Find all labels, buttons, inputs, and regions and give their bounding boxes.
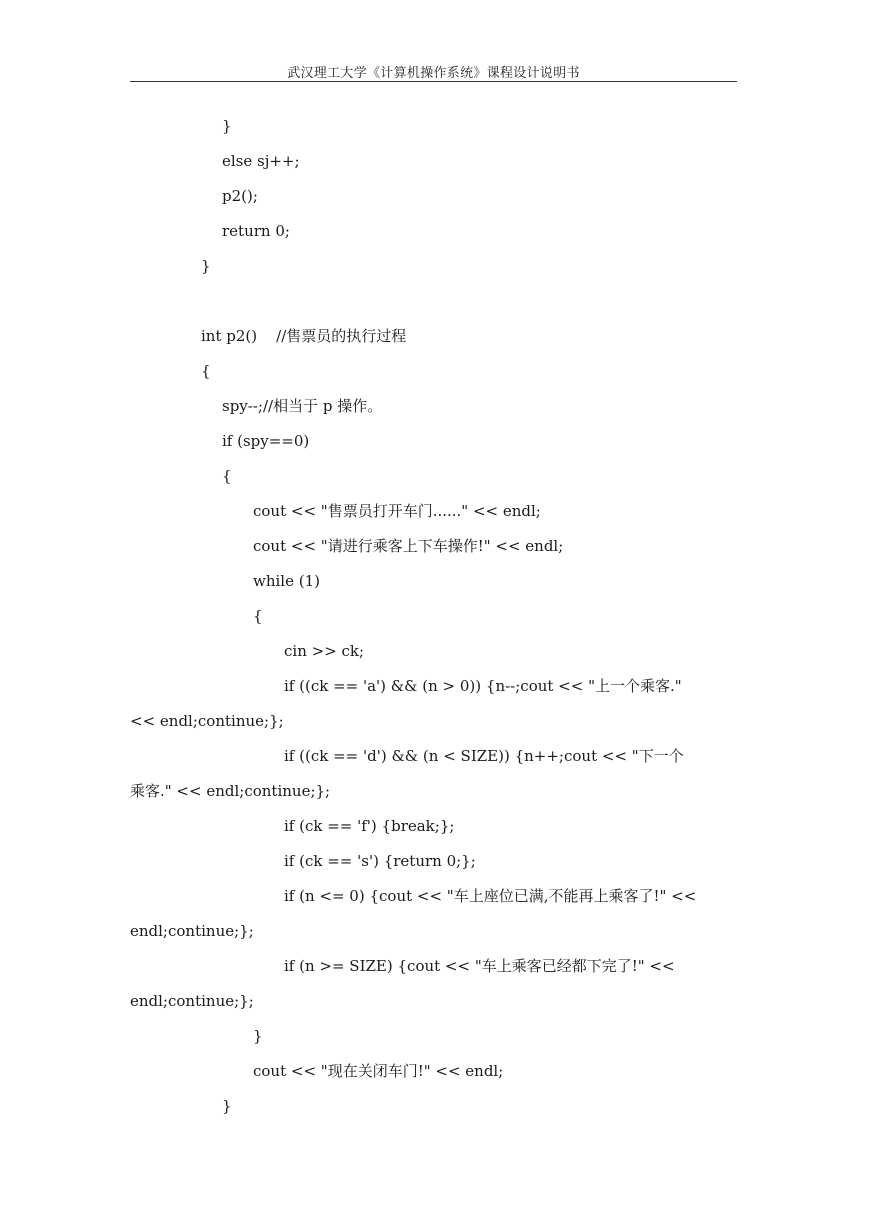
code-line: << endl;continue;}; xyxy=(130,712,284,730)
code-line: if (n >= SIZE) {cout << "车上乘客已经都下完了!" << xyxy=(284,957,675,975)
code-line: } xyxy=(201,257,211,275)
code-line: 乘客." << endl;continue;}; xyxy=(130,782,331,800)
code-line: cout << "售票员打开车门......" << endl; xyxy=(253,502,541,520)
code-line: cin >> ck; xyxy=(284,642,365,660)
code-line: endl;continue;}; xyxy=(130,922,254,940)
code-line: if ((ck == 'd') && (n < SIZE)) {n++;cout << "下一个 xyxy=(284,747,684,765)
code-line: while (1) xyxy=(253,572,320,590)
code-line: if (n <= 0) {cout << "车上座位已满,不能再上乘客了!" << xyxy=(284,887,697,905)
code-line: { xyxy=(222,467,232,485)
code-line: else sj++; xyxy=(222,152,300,170)
code-line: { xyxy=(253,607,263,625)
header-rule xyxy=(130,81,737,82)
code-line: if (spy==0) xyxy=(222,432,310,450)
code-line: } xyxy=(222,117,232,135)
code-line: return 0; xyxy=(222,222,290,240)
code-line: endl;continue;}; xyxy=(130,992,254,1010)
code-line: if ((ck == 'a') && (n > 0)) {n--;cout << "上一个乘客." xyxy=(284,677,682,695)
code-line: cout << "现在关闭车门!" << endl; xyxy=(253,1062,504,1080)
code-line: } xyxy=(222,1097,232,1115)
page-header-title: 武汉理工大学《计算机操作系统》课程设计说明书 xyxy=(287,66,580,81)
code-line: spy--;//相当于 p 操作。 xyxy=(222,397,383,415)
code-line: int p2() //售票员的执行过程 xyxy=(201,327,407,345)
code-line: } xyxy=(253,1027,263,1045)
code-line: p2(); xyxy=(222,187,258,205)
code-line: if (ck == 's') {return 0;}; xyxy=(284,852,476,870)
code-line: cout << "请进行乘客上下车操作!" << endl; xyxy=(253,537,564,555)
code-line: if (ck == 'f') {break;}; xyxy=(284,817,455,835)
code-line: { xyxy=(201,362,211,380)
